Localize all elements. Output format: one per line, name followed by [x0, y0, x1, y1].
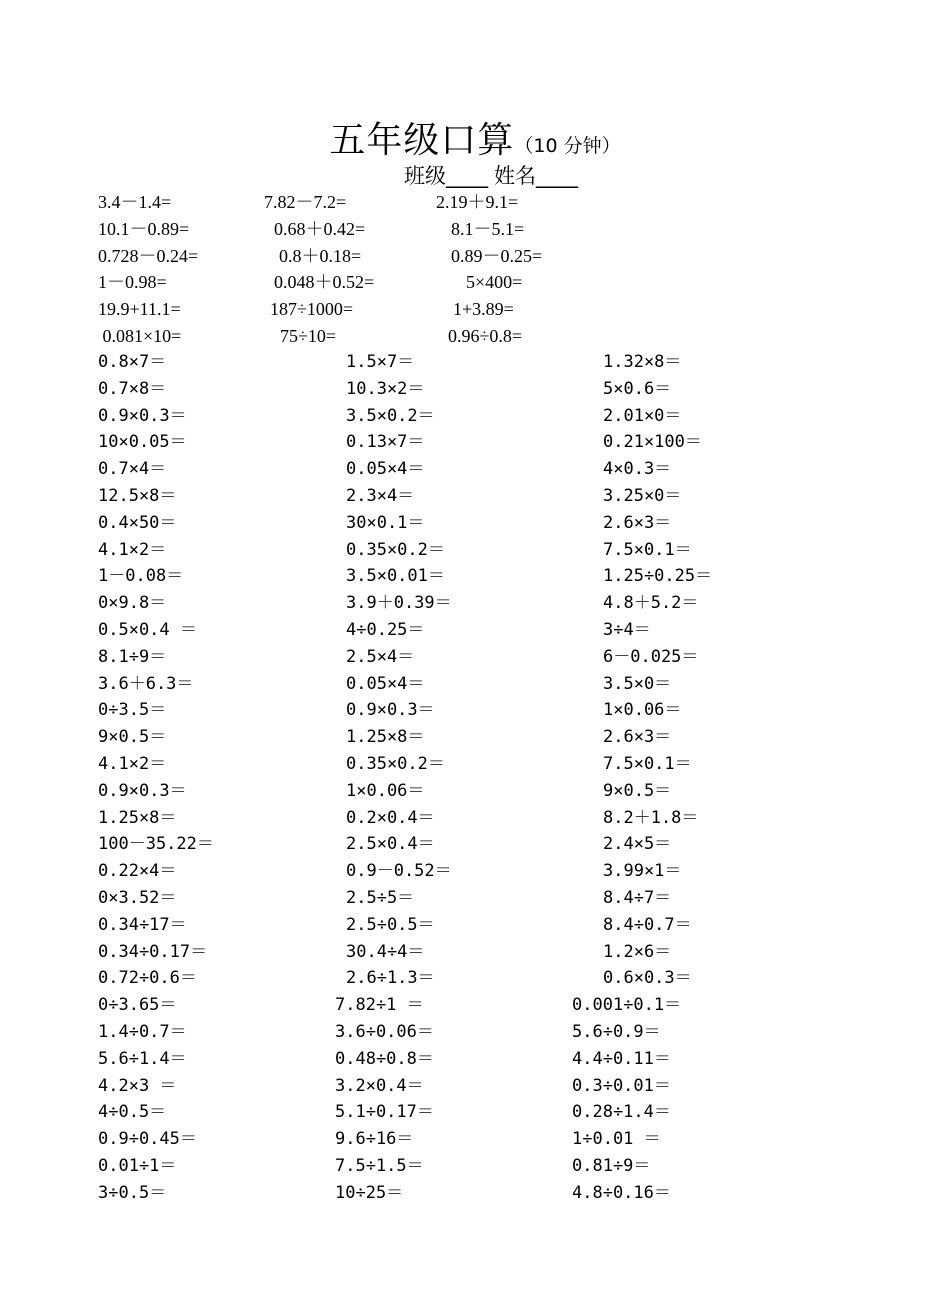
problem-item: 0÷3.65＝ — [98, 995, 177, 1016]
problem-item: 4×0.3＝ — [603, 459, 672, 480]
problem-row — [0, 965, 950, 992]
problem-item: 8.1－5.1= — [451, 218, 525, 239]
problem-item: 0.68＋0.42= — [274, 218, 366, 239]
problem-item: 1.32×8＝ — [603, 352, 682, 372]
problem-item: 3.4－1.4= — [98, 192, 172, 212]
problem-row — [0, 671, 950, 698]
problem-item: 9×0.5＝ — [603, 780, 672, 801]
problem-item: 0.21×100＝ — [603, 432, 702, 453]
problem-item: 1÷0.01 ＝ — [572, 1129, 661, 1150]
name-label: 姓名____ — [494, 164, 578, 188]
problem-item: 0×9.8＝ — [98, 593, 167, 614]
problem-row — [0, 403, 950, 430]
problem-item: 5.6÷0.9＝ — [572, 1022, 661, 1042]
problem-item: 0÷3.5＝ — [98, 700, 167, 721]
problem-item: 30.4÷4＝ — [346, 941, 425, 962]
problem-item: 1×0.06＝ — [603, 700, 682, 721]
problem-item: 7.5×0.1＝ — [603, 754, 692, 774]
problem-row — [0, 1073, 950, 1100]
problem-item: 4.4÷0.11＝ — [572, 1048, 671, 1069]
problem-item: 0.81÷9＝ — [572, 1156, 651, 1176]
problem-item: 3.5×0＝ — [603, 673, 672, 694]
problem-item: 0.081×10= — [98, 326, 182, 346]
problem-item: 10.1－0.89= — [98, 218, 190, 239]
problem-item: 3.5×0.2＝ — [346, 405, 435, 426]
problem-item: 9×0.5＝ — [98, 727, 167, 748]
problem-row — [0, 510, 950, 537]
problem-item: 3.99×1＝ — [603, 861, 682, 882]
problem-item: 1.4÷0.7＝ — [98, 1022, 187, 1042]
problem-item: 0.6×0.3＝ — [603, 968, 692, 989]
problem-item: 3.6÷0.06＝ — [335, 1022, 434, 1042]
problem-item: 30×0.1＝ — [346, 512, 425, 533]
problem-row — [0, 751, 950, 778]
problem-item: 0.22×4＝ — [98, 861, 177, 882]
problem-row — [0, 189, 950, 216]
problem-item: 3.5×0.01＝ — [346, 566, 445, 587]
problem-item: 0.9×0.3＝ — [346, 700, 435, 721]
problem-item: 1.25÷0.25＝ — [603, 566, 713, 587]
problem-item: 0.05×4＝ — [346, 673, 425, 694]
problem-row — [0, 1180, 950, 1207]
problem-item: 4.1×2＝ — [98, 539, 167, 560]
problem-row — [0, 456, 950, 483]
problem-item: 2.5÷0.5＝ — [346, 914, 435, 935]
problem-item: 0.34÷17＝ — [98, 914, 187, 935]
problem-row — [0, 537, 950, 564]
problem-item: 7.82÷1 ＝ — [335, 995, 424, 1016]
problem-item: 0.7×4＝ — [98, 459, 167, 480]
problem-item: 8.4÷0.7＝ — [603, 914, 692, 935]
problem-item: 0.728－0.24= — [98, 245, 199, 266]
problem-item: 4.8＋5.2＝ — [603, 593, 699, 614]
class-label: 班级____ — [404, 164, 488, 188]
problem-item: 3.2×0.4＝ — [335, 1075, 424, 1096]
problem-row — [0, 1099, 950, 1126]
problem-item: 10÷25＝ — [335, 1182, 404, 1203]
problem-item: 0.9－0.52＝ — [346, 861, 452, 882]
problem-item: 0.01÷1＝ — [98, 1156, 177, 1176]
problem-item: 1－0.98= — [98, 272, 167, 293]
problem-row — [0, 992, 950, 1019]
problem-item: 0.8＋0.18= — [279, 245, 362, 266]
problem-item: 0.3÷0.01＝ — [572, 1075, 671, 1096]
problem-item: 0×3.52＝ — [98, 888, 177, 908]
problem-row — [0, 1046, 950, 1073]
problem-item: 0.8×7＝ — [98, 352, 167, 372]
problem-row — [0, 590, 950, 617]
problem-row — [0, 858, 950, 885]
problem-item: 4.8÷0.16＝ — [572, 1182, 671, 1203]
problem-item: 4÷0.5＝ — [98, 1102, 167, 1123]
problem-item: 0.35×0.2＝ — [346, 539, 445, 560]
worksheet-title — [0, 112, 950, 163]
problem-row — [0, 1126, 950, 1153]
problem-item: 0.48÷0.8＝ — [335, 1048, 434, 1069]
problem-item: 0.048＋0.52= — [274, 272, 375, 293]
problem-item: 0.7×8＝ — [98, 378, 167, 399]
problem-row — [0, 697, 950, 724]
problem-item: 3÷4＝ — [603, 620, 651, 640]
duration-text: （10 分钟） — [514, 135, 621, 157]
problem-row — [0, 831, 950, 858]
problem-item: 0.13×7＝ — [346, 432, 425, 453]
problem-item: 2.5×4＝ — [346, 646, 415, 667]
problem-item: 0.5×0.4 ＝ — [98, 620, 197, 640]
problem-item: 0.34÷0.17＝ — [98, 941, 208, 962]
problem-row — [0, 617, 950, 644]
problem-item: 7.82－7.2= — [264, 192, 347, 212]
problem-item: 3÷0.5＝ — [98, 1182, 167, 1203]
problem-item: 3.25×0＝ — [603, 486, 682, 506]
problem-item: 0.2×0.4＝ — [346, 807, 435, 828]
problem-item: 8.4÷7＝ — [603, 888, 672, 908]
problem-row — [0, 644, 950, 671]
problem-row — [0, 429, 950, 456]
problem-row — [0, 296, 950, 323]
problem-item: 1+3.89= — [453, 299, 514, 320]
problem-item: 2.01×0＝ — [603, 405, 682, 426]
problem-item: 10.3×2＝ — [346, 378, 425, 399]
problem-item: 8.1÷9＝ — [98, 646, 167, 667]
problem-row — [0, 939, 950, 966]
problem-item: 0.9×0.3＝ — [98, 780, 187, 801]
problem-item: 2.6÷1.3＝ — [346, 968, 435, 989]
problem-item: 1.2×6＝ — [603, 941, 672, 962]
problem-row — [0, 724, 950, 751]
problem-row — [0, 912, 950, 939]
problem-item: 5.1÷0.17＝ — [335, 1102, 434, 1123]
problem-row — [0, 885, 950, 912]
problem-item: 7.5×0.1＝ — [603, 539, 692, 560]
problem-item: 0.35×0.2＝ — [346, 754, 445, 774]
problem-item: 1.25×8＝ — [98, 807, 177, 828]
problem-item: 10×0.05＝ — [98, 432, 187, 453]
problem-item: 0.001÷0.1＝ — [572, 995, 682, 1016]
problem-item: 8.2＋1.8＝ — [603, 807, 699, 828]
problem-item: 2.5÷5＝ — [346, 888, 415, 908]
problem-item: 1×0.06＝ — [346, 780, 425, 801]
problem-item: 6－0.025＝ — [603, 646, 699, 667]
title-text: 五年级口算 — [329, 120, 515, 161]
problem-row — [0, 805, 950, 832]
problem-item: 4.2×3 ＝ — [98, 1075, 177, 1096]
problem-item: 2.3×4＝ — [346, 486, 415, 506]
problem-row — [0, 778, 950, 805]
problem-item: 0.72÷0.6＝ — [98, 968, 197, 989]
problem-item: 0.89－0.25= — [451, 245, 543, 266]
problem-item: 2.4×5＝ — [603, 834, 672, 855]
problem-item: 19.9+11.1= — [98, 299, 181, 320]
problem-item: 2.19＋9.1= — [436, 192, 519, 212]
problem-item: 0.96÷0.8= — [448, 326, 523, 346]
problem-item: 5×0.6＝ — [603, 378, 672, 399]
problem-row — [0, 563, 950, 590]
problem-item: 2.5×0.4＝ — [346, 834, 435, 855]
problem-item: 4÷0.25＝ — [346, 620, 425, 640]
student-info — [404, 160, 578, 190]
problem-item: 100－35.22＝ — [98, 834, 214, 855]
problem-item: 5×400= — [466, 272, 523, 293]
problem-item: 12.5×8＝ — [98, 486, 177, 506]
problem-row — [0, 269, 950, 296]
problem-item: 0.9÷0.45＝ — [98, 1129, 197, 1150]
problem-item: 0.05×4＝ — [346, 459, 425, 480]
problem-item: 9.6÷16＝ — [335, 1129, 414, 1150]
problem-item: 0.4×50＝ — [98, 512, 177, 533]
problem-row — [0, 243, 950, 270]
problem-row — [0, 323, 950, 350]
problem-item: 7.5÷1.5＝ — [335, 1156, 424, 1176]
problem-row — [0, 1153, 950, 1180]
problem-row — [0, 1019, 950, 1046]
problem-item: 0.9×0.3＝ — [98, 405, 187, 426]
problem-item: 2.6×3＝ — [603, 727, 672, 748]
problem-item: 75÷10= — [280, 326, 337, 346]
problem-item: 3.9＋0.39＝ — [346, 593, 452, 614]
problem-row — [0, 483, 950, 510]
problem-item: 5.6÷1.4＝ — [98, 1048, 187, 1069]
problem-row — [0, 349, 950, 376]
problem-item: 1.25×8＝ — [346, 727, 425, 748]
problem-item: 2.6×3＝ — [603, 512, 672, 533]
problem-item: 187÷1000= — [270, 299, 354, 320]
problem-row — [0, 216, 950, 243]
problem-item: 0.28÷1.4＝ — [572, 1102, 671, 1123]
problem-item: 1－0.08＝ — [98, 566, 184, 587]
problem-item: 1.5×7＝ — [346, 352, 415, 372]
problem-row — [0, 376, 950, 403]
problem-item: 3.6＋6.3＝ — [98, 673, 194, 694]
problem-item: 4.1×2＝ — [98, 754, 167, 774]
